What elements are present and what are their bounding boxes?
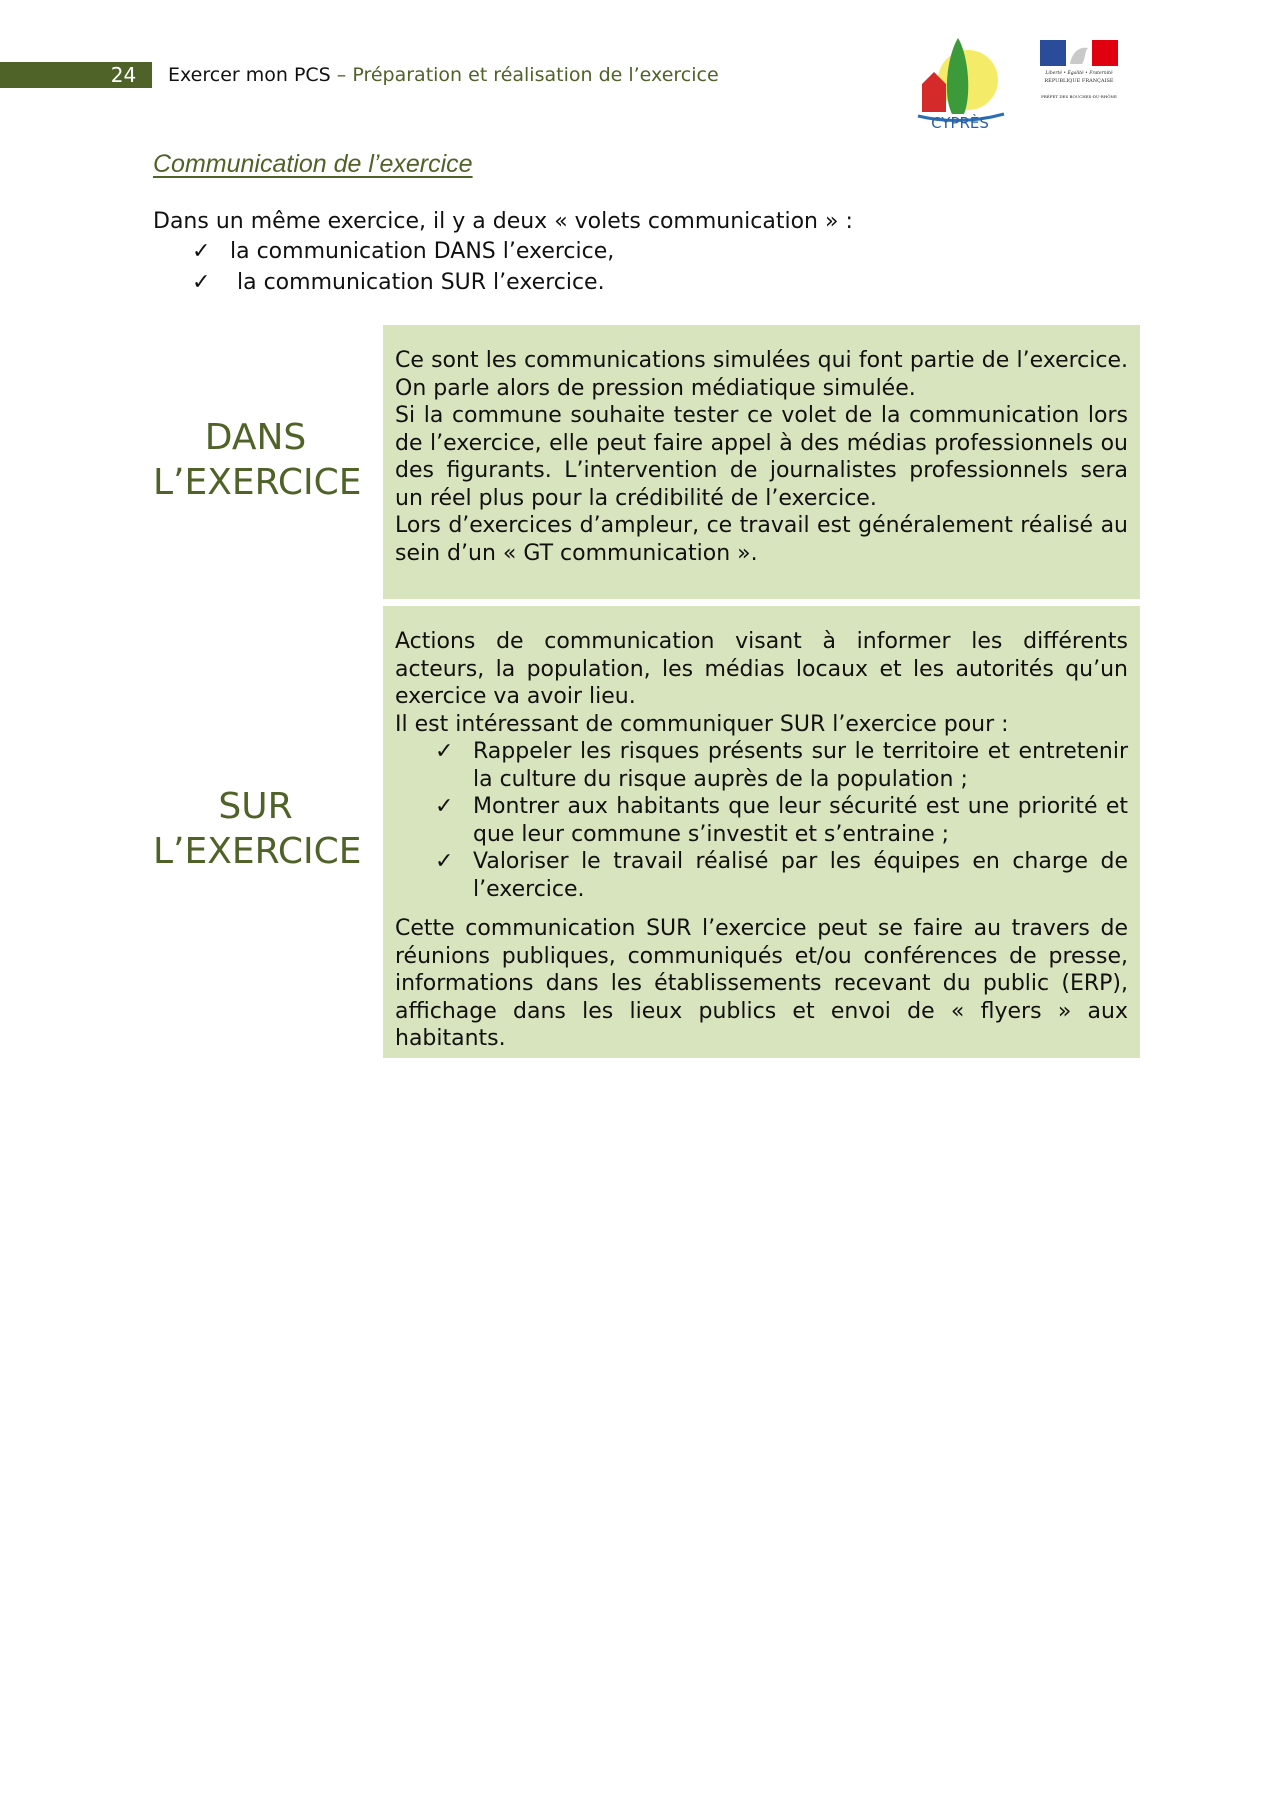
check-icon: ✓ (192, 239, 211, 264)
check-icon: ✓ (435, 739, 454, 764)
document-subtitle: Préparation et réalisation de l’exercice (352, 64, 719, 86)
rf-prefet: PRÉFET DES BOUCHES-DU-RHÔNE (1041, 94, 1117, 99)
list-item: ✓ la communication SUR l’exercice. (192, 267, 614, 298)
list-item: ✓ Montrer aux habitants que leur sécurité est une priorité et que leur commune s’investit et s’entraine ; (435, 794, 1128, 847)
sur-paragraph: Actions de communication visant à informer les différents acteurs, la population, les médias locaux et les autorités qu’un exercice va avoir lieu. (395, 629, 1128, 709)
list-item: ✓ Valoriser le travail réalisé par les équipes en charge de l’exercice. (435, 849, 1128, 902)
document-title: Exercer mon PCS (168, 64, 331, 86)
check-icon: ✓ (435, 794, 454, 819)
rf-motto: Liberté • Égalité • Fraternité (1045, 71, 1113, 76)
list-item: ✓ Rappeler les risques présents sur le territoire et entretenir la culture du risque auprès de la population ; (435, 739, 1128, 792)
list-item: ✓ la communication DANS l’exercice, (192, 236, 614, 267)
sur-paragraph: Il est intéressant de communiquer SUR l’exercice pour : (395, 711, 1009, 737)
sur-row (153, 606, 1140, 1058)
volets-list (192, 236, 614, 298)
header-title (168, 64, 719, 86)
title-separator: – (336, 64, 347, 86)
dans-row (153, 325, 1140, 599)
page-header (0, 0, 1273, 140)
dans-description-box (383, 325, 1140, 599)
dans-label: DANS L’EXERCICE (153, 417, 362, 503)
check-icon: ✓ (435, 849, 454, 874)
cypres-logo-text: CYPRÈS (931, 114, 989, 130)
sur-goals-list (395, 738, 1128, 903)
sur-label: SUR L’EXERCICE (153, 786, 362, 872)
republique-francaise-logo (1036, 38, 1122, 118)
sur-description-box (383, 606, 1140, 1058)
dans-paragraph: Ce sont les communications simulées qui font partie de l’exercice. On parle alors de pression médiatique simulée. (395, 348, 1128, 401)
dans-paragraph: Lors d’exercices d’ampleur, ce travail est généralement réalisé au sein d’un « GT communication ». (395, 513, 1128, 566)
cypres-logo (912, 34, 1008, 130)
intro-text: Dans un même exercice, il y a deux « volets communication » : (153, 209, 853, 234)
check-icon: ✓ (192, 270, 211, 295)
page-number: 24 (110, 63, 137, 87)
section-title: Communication de l’exercice (153, 150, 473, 178)
rf-name: RÉPUBLIQUE FRANÇAISE (1044, 78, 1114, 84)
dans-paragraph: Si la commune souhaite tester ce volet de la communication lors de l’exercice, elle peut faire appel à des médias professionnels ou des figurants. L’intervention de journalistes professionnels sera un réel plus pour la crédibilité de l’exercice. (395, 403, 1128, 511)
sur-paragraph: Cette communication SUR l’exercice peut se faire au travers de réunions publiques, communiqués et/ou conférences de presse, informations dans les établissements recevant du public (ERP), affichage dans les lieux publics et envoi de « flyers » aux habitants. (395, 916, 1128, 1051)
